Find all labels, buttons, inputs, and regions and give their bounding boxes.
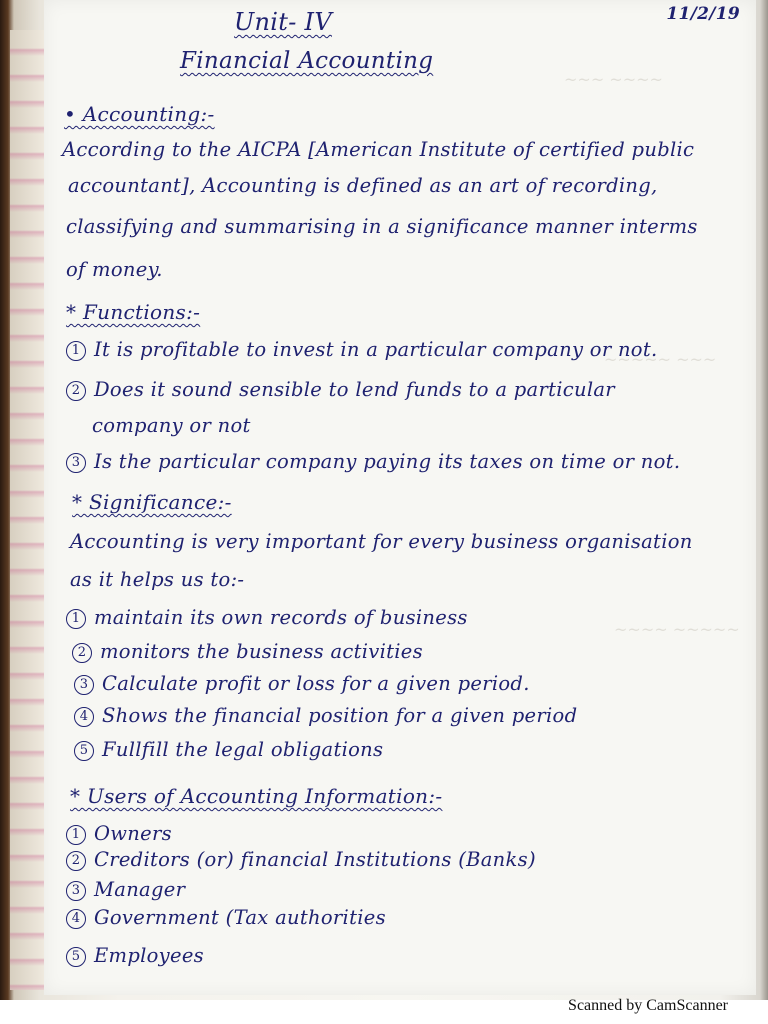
item-number: 5 bbox=[66, 947, 86, 967]
list-item bbox=[74, 738, 383, 761]
accounting-line: accountant], Accounting is defined as an art of recording, bbox=[68, 174, 658, 197]
item-number: 3 bbox=[66, 453, 86, 473]
list-item bbox=[72, 640, 423, 663]
list-item bbox=[66, 606, 468, 629]
item-number: 5 bbox=[74, 741, 94, 761]
unit-heading: Unit- IV bbox=[234, 8, 332, 36]
item-number: 3 bbox=[74, 675, 94, 695]
item-number: 4 bbox=[74, 707, 94, 727]
section-heading-functions: * Functions:- bbox=[66, 300, 201, 324]
section-heading-accounting: • Accounting:- bbox=[64, 102, 215, 126]
item-number: 2 bbox=[72, 643, 92, 663]
item-text: Creditors (or) financial Institutions (Banks) bbox=[94, 848, 536, 871]
significance-line: as it helps us to:- bbox=[70, 568, 245, 591]
list-item bbox=[66, 450, 680, 473]
item-number: 3 bbox=[66, 881, 86, 901]
list-item bbox=[66, 338, 657, 361]
accounting-line: of money. bbox=[66, 258, 163, 281]
item-text: Government (Tax authorities bbox=[94, 906, 386, 929]
item-text: Calculate profit or loss for a given period. bbox=[102, 672, 530, 695]
item-number: 2 bbox=[66, 381, 86, 401]
list-item bbox=[66, 906, 386, 929]
item-text: Fullfill the legal obligations bbox=[102, 738, 384, 761]
list-item bbox=[74, 672, 530, 695]
bleed-through-text: ~~~ ~~~~ bbox=[564, 70, 663, 89]
list-item bbox=[66, 822, 172, 845]
bleed-through-text: ~~~~~ ~~~ bbox=[604, 350, 717, 369]
item-number: 4 bbox=[66, 909, 86, 929]
item-number: 2 bbox=[66, 851, 86, 871]
item-text: Shows the financial position for a given period bbox=[102, 704, 578, 727]
bleed-through-text: ~~~~ ~~~~~ bbox=[614, 620, 740, 639]
list-item bbox=[74, 704, 577, 727]
item-number: 1 bbox=[66, 609, 86, 629]
page-title: Financial Accounting bbox=[180, 48, 434, 74]
accounting-line: classifying and summarising in a significance manner interms bbox=[66, 215, 698, 238]
item-text: Employees bbox=[94, 944, 204, 967]
item-text: Is the particular company paying its taxes on time or not. bbox=[94, 450, 681, 473]
significance-line: Accounting is very important for every business organisation bbox=[70, 530, 693, 553]
scanner-watermark: Scanned by CamScanner bbox=[568, 997, 728, 1014]
list-item bbox=[66, 944, 204, 967]
list-item bbox=[66, 378, 615, 401]
notebook-binding-edge bbox=[10, 30, 45, 990]
item-number: 1 bbox=[66, 825, 86, 845]
item-text: Does it sound sensible to lend funds to a particular bbox=[94, 378, 615, 401]
section-heading-significance: * Significance:- bbox=[72, 490, 232, 514]
item-number: 1 bbox=[66, 341, 86, 361]
section-heading-users: * Users of Accounting Information:- bbox=[70, 784, 443, 808]
item-text: maintain its own records of business bbox=[94, 606, 468, 629]
list-item bbox=[66, 848, 536, 871]
item-text: monitors the business activities bbox=[100, 640, 423, 663]
page-date: 11/2/19 bbox=[666, 4, 740, 24]
item-text: Manager bbox=[94, 878, 186, 901]
item-text: It is profitable to invest in a particular company or not. bbox=[94, 338, 658, 361]
accounting-line: According to the AICPA [American Institute of certified public bbox=[62, 138, 695, 161]
item-continuation: company or not bbox=[92, 414, 251, 437]
list-item bbox=[66, 878, 185, 901]
item-text: Owners bbox=[94, 822, 172, 845]
